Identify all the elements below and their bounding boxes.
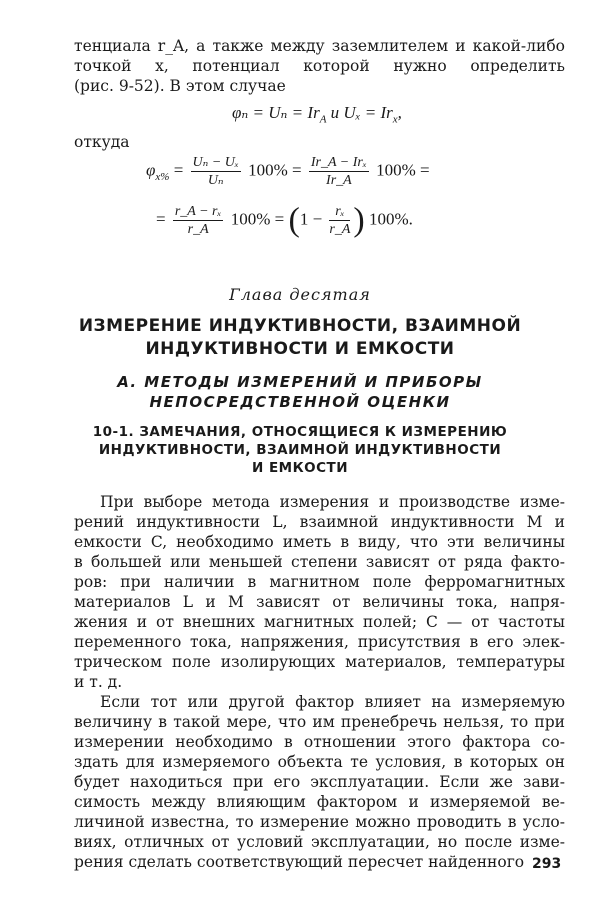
formula2-lhs-sub: x% bbox=[155, 170, 170, 183]
fraction-u bbox=[191, 154, 241, 189]
formula1-sub-a: A bbox=[319, 113, 327, 126]
chapter-title-line-1: ИЗМЕРЕНИЕ ИНДУКТИВНОСТИ, ВЗАИМНОЙ bbox=[78, 316, 522, 336]
fraction-ir-num: Ir_A − Irₓ bbox=[310, 155, 367, 170]
para1-line-3: емкости C, необходимо иметь в виду, что эти величины bbox=[74, 533, 565, 551]
paren-close: ) bbox=[353, 201, 365, 239]
formula2-one-minus: 1 − bbox=[299, 209, 323, 229]
fraction-ir bbox=[309, 154, 369, 189]
formula1-mid: и Uₓ = Ir bbox=[326, 103, 393, 122]
formula2-eq4: = bbox=[156, 209, 166, 229]
formula1-sub-x: x bbox=[392, 113, 398, 126]
intro-line-1: тенциала r_A, а также между заземлителем и какой-либо bbox=[74, 37, 565, 55]
fraction-u-den: Uₙ bbox=[207, 173, 224, 188]
fraction-rx-num: rₓ bbox=[329, 203, 350, 221]
intro-line-2: точкой x, потенциал которой нужно определить bbox=[74, 57, 565, 75]
formula2-pct-end: 100%. bbox=[368, 209, 413, 229]
section-title-line-1: А. МЕТОДЫ ИЗМЕРЕНИЙ И ПРИБОРЫ bbox=[117, 373, 483, 391]
subsection-title-line-1: 10-1. ЗАМЕЧАНИЯ, ОТНОСЯЩИЕСЯ К ИЗМЕРЕНИЮ bbox=[92, 424, 508, 440]
chapter-title-line-2: ИНДУКТИВНОСТИ И ЕМКОСТИ bbox=[145, 339, 455, 359]
para2-line-8: виях, отличных от условий эксплуатации, но после изме- bbox=[74, 833, 565, 851]
para2-line-4: здать для измеряемого объекта те условия, в которых он bbox=[74, 753, 565, 771]
otkuda-text: откуда bbox=[74, 133, 130, 151]
para1-line-7: жения и от внешних магнитных полей; C — от частоты bbox=[74, 613, 565, 631]
formula-percent-row2 bbox=[156, 203, 413, 238]
para2-line-1: Если тот или другой фактор влияет на измеряемую bbox=[100, 693, 565, 711]
para2-line-2: величину в такой мере, что им пренебречь нельзя, то при bbox=[74, 713, 565, 731]
formula2-eq1: = bbox=[173, 160, 184, 180]
para2-line-3: измерении необходимо в отношении этого фактора со- bbox=[74, 733, 565, 751]
formula2-lhs: φ bbox=[146, 160, 156, 180]
para1-line-5: ров: при наличии в магнитном поле ферромагнитных bbox=[74, 573, 565, 591]
para1-line-2: рений индуктивности L, взаимной индуктивности M и bbox=[74, 513, 565, 531]
intro-line-3: (рис. 9-52). В этом случае bbox=[74, 77, 286, 95]
subsection-title-line-3: И ЕМКОСТИ bbox=[251, 460, 349, 476]
para1-line-1: При выборе метода измерения и производстве изме- bbox=[100, 493, 565, 511]
formula-percent-row1 bbox=[146, 154, 430, 189]
para2-line-5: будет находиться при его эксплуатации. Если же зави- bbox=[74, 773, 565, 791]
fraction-rx bbox=[329, 203, 350, 238]
page-number: 293 bbox=[532, 856, 562, 872]
para1-line-4: в большей или меньшей степени зависят от ряда факто- bbox=[74, 553, 565, 571]
formula2-pct1: 100% bbox=[248, 160, 288, 180]
section-title-line-2: НЕПОСРЕДСТВЕННОЙ ОЦЕНКИ bbox=[149, 393, 451, 411]
fraction-r-num: r_A − rₓ bbox=[174, 204, 222, 219]
para2-line-7: личиной известна, то измерение можно проводить в усло- bbox=[74, 813, 565, 831]
fraction-ir-den: Ir_A bbox=[326, 173, 352, 188]
fraction-r bbox=[173, 203, 224, 238]
para2-line-6: симость между влияющим фактором и измеряемой ве- bbox=[74, 793, 565, 811]
formula2-eq5: = bbox=[274, 209, 285, 229]
fraction-rx-den: r_A bbox=[329, 222, 351, 237]
formula1-end: , bbox=[397, 103, 402, 122]
formula1-left: φₙ = Uₙ = Ir bbox=[232, 103, 320, 122]
para2-line-9: рения сделать соответствующий пересчет найденного bbox=[74, 853, 525, 871]
chapter-label: Глава десятая bbox=[229, 285, 371, 304]
formula-potential bbox=[232, 103, 402, 125]
para1-line-9: трическом поле изолирующих материалов, температуры bbox=[74, 653, 565, 671]
para1-line-10: и т. д. bbox=[74, 673, 123, 691]
fraction-u-num: Uₙ − Uₓ bbox=[192, 155, 239, 170]
formula2-eq3: = bbox=[420, 160, 430, 180]
formula2-pct3: 100% bbox=[230, 209, 271, 229]
para1-line-6: материалов L и M зависят от величины тока, напря- bbox=[74, 593, 565, 611]
para1-line-8: переменного тока, напряжения, присутствия в его элек- bbox=[74, 633, 565, 651]
paren-open: ( bbox=[288, 201, 300, 239]
formula2-eq2: = bbox=[292, 160, 302, 180]
subsection-title-line-2: ИНДУКТИВНОСТИ, ВЗАИМНОЙ ИНДУКТИВНОСТИ bbox=[98, 442, 502, 458]
fraction-r-den: r_A bbox=[187, 222, 209, 237]
formula2-pct2: 100% bbox=[376, 160, 416, 180]
